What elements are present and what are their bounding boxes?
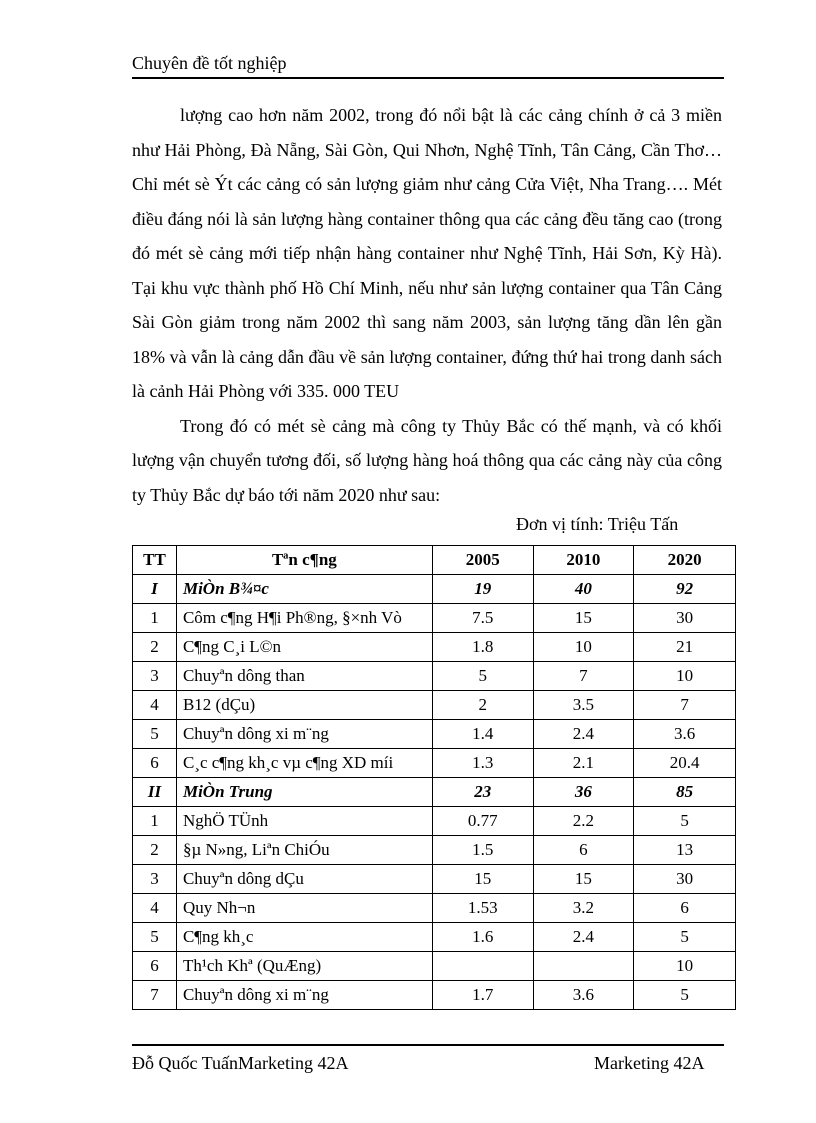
cell-2005: 1.53 — [432, 894, 533, 923]
cell-port-name: Chuyªn dông xi m¨ng — [176, 720, 432, 749]
cell-2010: 36 — [533, 778, 634, 807]
cell-2010: 15 — [533, 604, 634, 633]
table-row — [133, 981, 736, 1010]
cell-2020: 85 — [634, 778, 736, 807]
table-row — [133, 749, 736, 778]
cell-2010: 7 — [533, 662, 634, 691]
cell-tt: 2 — [133, 633, 177, 662]
cell-tt: 5 — [133, 720, 177, 749]
header-divider — [132, 77, 724, 79]
table-row — [133, 923, 736, 952]
cell-port-name: C¶ng C¸i L©n — [176, 633, 432, 662]
cell-2020: 10 — [634, 662, 736, 691]
cell-2010: 6 — [533, 836, 634, 865]
cell-2020: 7 — [634, 691, 736, 720]
cell-2005: 1.5 — [432, 836, 533, 865]
cell-2020: 20.4 — [634, 749, 736, 778]
cell-port-name: C¸c c¶ng kh¸c vµ c¶ng XD míi — [176, 749, 432, 778]
cell-tt: 6 — [133, 952, 177, 981]
cell-2010: 40 — [533, 575, 634, 604]
cell-2010: 2.1 — [533, 749, 634, 778]
cell-port-name: MiÒn Trung — [176, 778, 432, 807]
cell-2005: 19 — [432, 575, 533, 604]
cell-tt: 4 — [133, 894, 177, 923]
cell-2010: 15 — [533, 865, 634, 894]
cell-2020: 10 — [634, 952, 736, 981]
table-row — [133, 720, 736, 749]
cell-port-name: Chuyªn dông dÇu — [176, 865, 432, 894]
cell-2005: 15 — [432, 865, 533, 894]
paragraph-2: Trong đó có mét sè cảng mà công ty Thủy Bắc có thế mạnh, và có khối lượng vận chuyển tương đối, số lượng hàng hoá thông qua các cảng này của công ty Thủy Bắc dự báo tới năm 2020 như sau: — [132, 415, 722, 505]
cell-tt: 6 — [133, 749, 177, 778]
table-body — [133, 575, 736, 1010]
col-header-2005: 2005 — [432, 546, 533, 575]
cell-2010: 3.6 — [533, 981, 634, 1010]
cell-2005: 23 — [432, 778, 533, 807]
footer-divider — [132, 1044, 724, 1046]
cell-2020: 5 — [634, 807, 736, 836]
table-row — [133, 836, 736, 865]
cell-tt: II — [133, 778, 177, 807]
cell-2005: 1.6 — [432, 923, 533, 952]
cell-2020: 3.6 — [634, 720, 736, 749]
unit-label: Đơn vị tính: Triệu Tấn — [516, 514, 679, 534]
cell-2005: 2 — [432, 691, 533, 720]
table-group-row — [133, 575, 736, 604]
cell-2020: 5 — [634, 981, 736, 1010]
cell-2010: 2.4 — [533, 923, 634, 952]
cell-2005 — [432, 952, 533, 981]
cell-tt: 1 — [133, 604, 177, 633]
table-row — [133, 865, 736, 894]
cell-port-name: NghÖ TÜnh — [176, 807, 432, 836]
cell-2020: 6 — [634, 894, 736, 923]
col-header-2020: 2020 — [634, 546, 736, 575]
cell-2010 — [533, 952, 634, 981]
cell-2020: 30 — [634, 604, 736, 633]
cell-2005: 7.5 — [432, 604, 533, 633]
cell-tt: I — [133, 575, 177, 604]
cell-2020: 5 — [634, 923, 736, 952]
table-row — [133, 807, 736, 836]
port-forecast-table — [132, 545, 736, 1010]
cell-2020: 13 — [634, 836, 736, 865]
cell-2020: 21 — [634, 633, 736, 662]
body-text — [132, 98, 722, 512]
cell-port-name: B12 (dÇu) — [176, 691, 432, 720]
cell-tt: 7 — [133, 981, 177, 1010]
cell-2010: 10 — [533, 633, 634, 662]
col-header-port-name: Tªn c¶ng — [176, 546, 432, 575]
page-header-title: Chuyên đề tốt nghiệp — [132, 53, 287, 73]
table-row — [133, 952, 736, 981]
cell-tt: 3 — [133, 865, 177, 894]
table-row — [133, 604, 736, 633]
cell-port-name: Th¹ch Khª (QuÆng) — [176, 952, 432, 981]
cell-2010: 2.4 — [533, 720, 634, 749]
cell-tt: 3 — [133, 662, 177, 691]
cell-tt: 1 — [133, 807, 177, 836]
cell-tt: 2 — [133, 836, 177, 865]
paragraph-1: lượng cao hơn năm 2002, trong đó nổi bật là các cảng chính ở cả 3 miền như Hải Phòng, Đà Nẵng, Sài Gòn, Qui Nhơn, Nghệ Tĩnh, Tân Cảng, Cần Thơ…Chỉ mét sè Ýt các cảng có sản lượng giảm như cảng Cửa Việt, Nha Trang…. Mét điều đáng nói là sản lượng hàng container thông qua các cảng đều tăng cao (trong đó mét sè cảng mới tiếp nhận hàng container như Nghệ Tĩnh, Hải Sơn, Kỳ Hà). Tại khu vực thành phố Hồ Chí Minh, nếu như sản lượng container qua Tân Cảng Sài Gòn giảm trong năm 2002 thì sang năm 2003, sản lượng tăng dần lên gần 18% và vẫn là cảng dẫn đầu về sản lượng container, đứng thứ hai trong danh sách là cảnh Hải Phòng với 335. 000 TEU — [132, 105, 722, 401]
cell-tt: 5 — [133, 923, 177, 952]
cell-2020: 30 — [634, 865, 736, 894]
cell-port-name: Chuyªn dông than — [176, 662, 432, 691]
cell-2005: 1.3 — [432, 749, 533, 778]
cell-2005: 1.4 — [432, 720, 533, 749]
table-row — [133, 894, 736, 923]
cell-2005: 0.77 — [432, 807, 533, 836]
cell-2010: 2.2 — [533, 807, 634, 836]
table-row — [133, 633, 736, 662]
cell-2020: 92 — [634, 575, 736, 604]
cell-2010: 3.5 — [533, 691, 634, 720]
cell-port-name: Côm c¶ng H¶i Ph®ng, §×nh Vò — [176, 604, 432, 633]
table-row — [133, 691, 736, 720]
cell-2005: 1.8 — [432, 633, 533, 662]
cell-port-name: C¶ng kh¸c — [176, 923, 432, 952]
table-header-row — [133, 546, 736, 575]
cell-port-name: Quy Nh¬n — [176, 894, 432, 923]
table-group-row — [133, 778, 736, 807]
cell-port-name: Chuyªn dông xi m¨ng — [176, 981, 432, 1010]
footer-author: Đỗ Quốc TuấnMarketing 42A — [132, 1053, 349, 1073]
cell-port-name: MiÒn B¾¤c — [176, 575, 432, 604]
footer-class: Marketing 42A — [594, 1053, 705, 1073]
cell-2005: 1.7 — [432, 981, 533, 1010]
table-row — [133, 662, 736, 691]
col-header-tt: TT — [133, 546, 177, 575]
cell-tt: 4 — [133, 691, 177, 720]
cell-port-name: §µ N»ng, Liªn ChiÓu — [176, 836, 432, 865]
cell-2005: 5 — [432, 662, 533, 691]
col-header-2010: 2010 — [533, 546, 634, 575]
cell-2010: 3.2 — [533, 894, 634, 923]
